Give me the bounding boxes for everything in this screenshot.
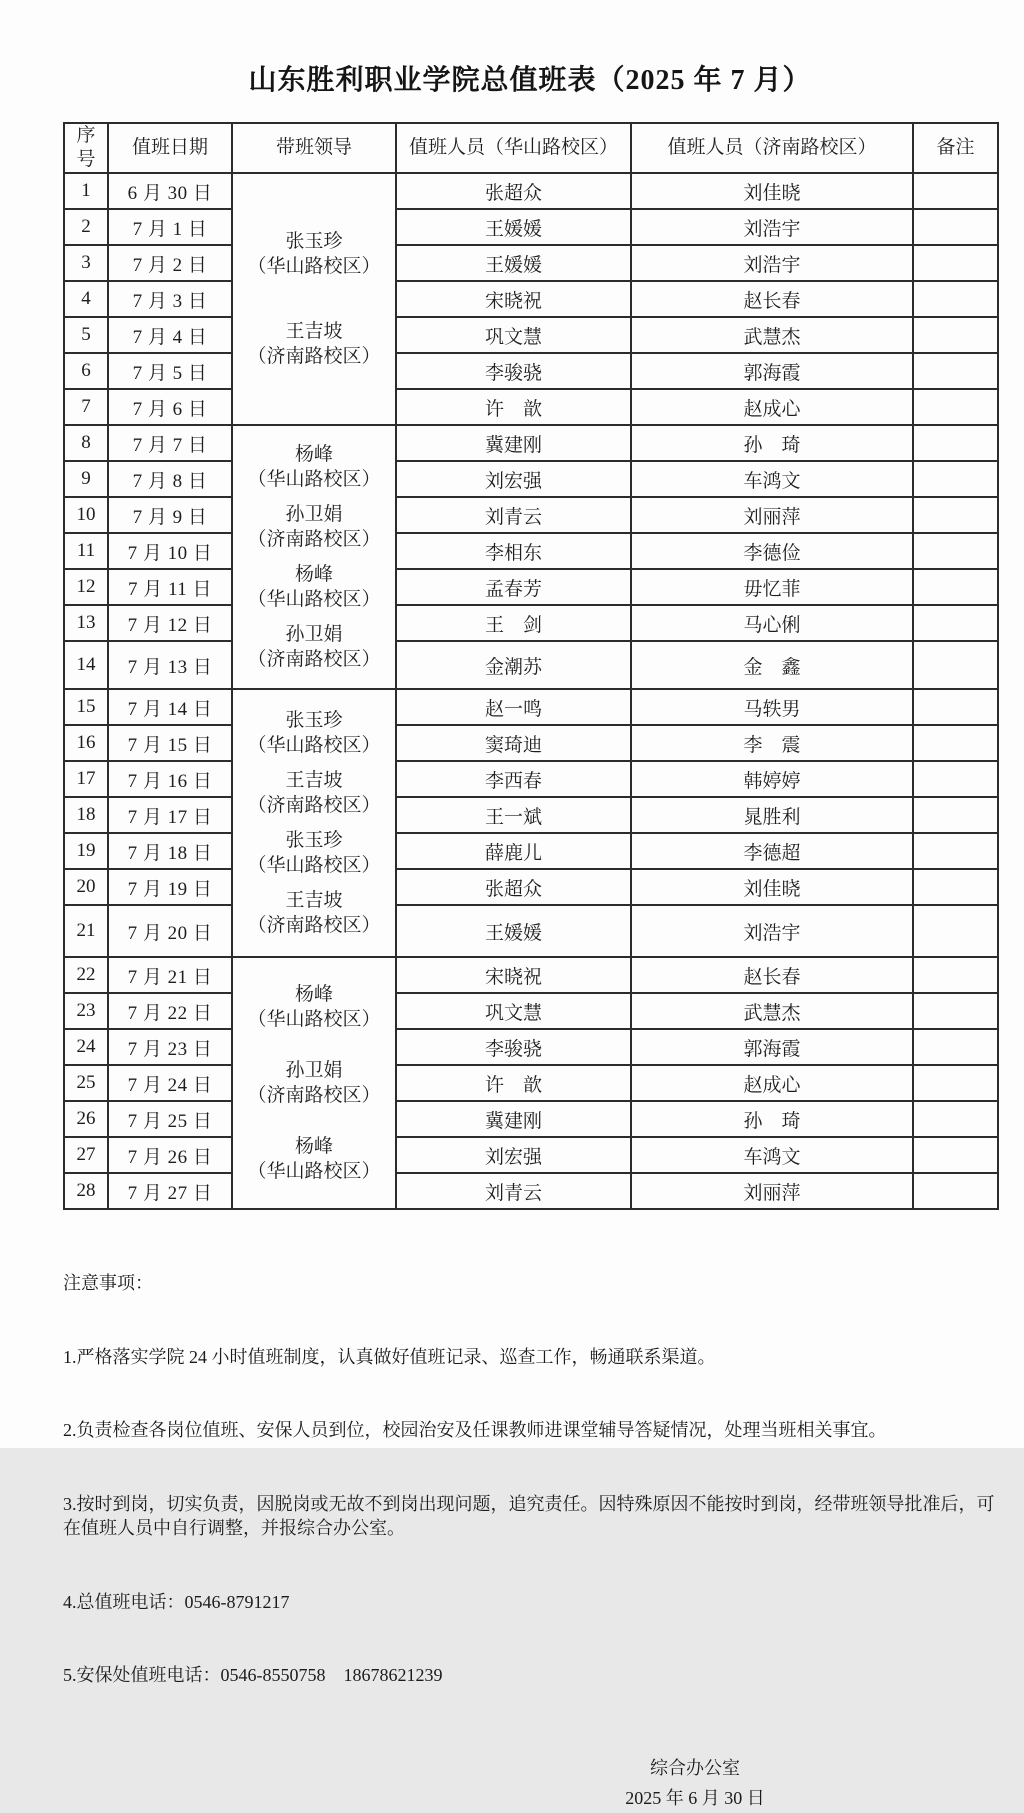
leader-name: 孙卫娟	[285, 504, 343, 525]
leader-name: 王吉坡	[285, 321, 343, 342]
duty-person-jinan-cell: 李德俭	[631, 533, 913, 569]
duty-person-jinan-cell: 刘丽萍	[631, 1173, 913, 1209]
duty-date-cell: 7 月 25 日	[108, 1101, 232, 1137]
leader-block	[247, 562, 380, 612]
duty-person-huashan-cell: 许 歆	[396, 389, 631, 425]
table-row	[64, 797, 998, 833]
signature-org: 综合办公室	[650, 1757, 740, 1778]
header-cell-leader: 带班领导	[232, 123, 396, 173]
header-cell-huashan: 值班人员（华山路校区）	[396, 123, 631, 173]
leader-block	[247, 768, 380, 818]
table-row	[64, 833, 998, 869]
row-number-cell: 10	[64, 497, 108, 533]
duty-person-huashan-cell: 王媛媛	[396, 209, 631, 245]
duty-person-huashan-cell: 冀建刚	[396, 1101, 631, 1137]
duty-date-cell: 7 月 10 日	[108, 533, 232, 569]
duty-date-cell: 7 月 15 日	[108, 725, 232, 761]
remark-cell	[913, 245, 998, 281]
remark-cell	[913, 833, 998, 869]
table-row	[64, 689, 998, 725]
row-number-cell: 24	[64, 1029, 108, 1065]
leader-campus: （济南路校区）	[247, 649, 381, 670]
table-row	[64, 1173, 998, 1209]
leader-name: 张玉珍	[285, 830, 343, 851]
page-title: 山东胜利职业学院总值班表（2025 年 7 月）	[248, 65, 812, 96]
duty-date-cell: 7 月 4 日	[108, 317, 232, 353]
table-row	[64, 389, 998, 425]
leader-name: 王吉坡	[285, 770, 343, 791]
notes-item: 4.总值班电话：0546-8791217	[63, 1591, 290, 1612]
table-row	[64, 245, 998, 281]
duty-person-jinan-cell: 赵长春	[631, 281, 913, 317]
remark-cell	[913, 797, 998, 833]
duty-person-jinan-cell: 李德超	[631, 833, 913, 869]
table-row	[64, 281, 998, 317]
table-row	[64, 317, 998, 353]
remark-cell	[913, 497, 998, 533]
leader-name: 王吉坡	[285, 890, 343, 911]
row-number-cell: 6	[64, 353, 108, 389]
duty-date-cell: 7 月 18 日	[108, 833, 232, 869]
header-cell-no: 序号	[64, 123, 108, 173]
leader-cell	[232, 425, 396, 689]
leader-block	[247, 708, 380, 758]
remark-cell	[913, 1029, 998, 1065]
notes-item: 3.按时到岗，切实负责，因脱岗或无故不到岗出现问题，追究责任。因特殊原因不能按时到岗，经带班领导批准后，可在值班人员中自行调整，并报综合办公室。	[63, 1493, 995, 1538]
row-number-cell: 15	[64, 689, 108, 725]
remark-cell	[913, 317, 998, 353]
duty-date-cell: 7 月 8 日	[108, 461, 232, 497]
remark-cell	[913, 569, 998, 605]
duty-person-huashan-cell: 赵一鸣	[396, 689, 631, 725]
notes-item: 5.安保处值班电话：0546-8550758 18678621239	[63, 1665, 443, 1685]
notes-heading: 注意事项：	[63, 1273, 153, 1293]
row-number-cell: 27	[64, 1137, 108, 1173]
header-cell-remark: 备注	[913, 123, 998, 173]
table-row	[64, 869, 998, 905]
signature-date: 2025 年 6 月 30 日	[625, 1787, 765, 1808]
duty-date-cell: 7 月 16 日	[108, 761, 232, 797]
row-number-cell: 23	[64, 993, 108, 1029]
row-number-cell: 5	[64, 317, 108, 353]
row-number-cell: 19	[64, 833, 108, 869]
duty-person-huashan-cell: 张超众	[396, 173, 631, 209]
remark-cell	[913, 281, 998, 317]
duty-date-cell: 7 月 1 日	[108, 209, 232, 245]
remark-cell	[913, 641, 998, 689]
duty-person-huashan-cell: 王一斌	[396, 797, 631, 833]
leader-campus: （华山路校区）	[247, 256, 381, 277]
leader-campus: （华山路校区）	[247, 735, 381, 756]
table-row	[64, 1065, 998, 1101]
table-row	[64, 725, 998, 761]
duty-person-jinan-cell: 车鸿文	[631, 1137, 913, 1173]
duty-person-huashan-cell: 窦琦迪	[396, 725, 631, 761]
duty-person-jinan-cell: 武慧杰	[631, 993, 913, 1029]
table-row	[64, 173, 998, 209]
duty-person-huashan-cell: 冀建刚	[396, 425, 631, 461]
leader-campus: （华山路校区）	[247, 589, 381, 610]
duty-person-jinan-cell: 韩婷婷	[631, 761, 913, 797]
duty-person-huashan-cell: 刘青云	[396, 497, 631, 533]
leader-block	[247, 1134, 380, 1184]
table-row	[64, 605, 998, 641]
duty-person-jinan-cell: 马轶男	[631, 689, 913, 725]
remark-cell	[913, 689, 998, 725]
duty-person-jinan-cell: 刘浩宇	[631, 905, 913, 957]
leader-block	[247, 442, 380, 492]
remark-cell	[913, 1137, 998, 1173]
duty-person-jinan-cell: 李 震	[631, 725, 913, 761]
duty-date-cell: 7 月 19 日	[108, 869, 232, 905]
duty-date-cell: 7 月 17 日	[108, 797, 232, 833]
remark-cell	[913, 605, 998, 641]
row-number-cell: 28	[64, 1173, 108, 1209]
leader-campus: （济南路校区）	[247, 795, 381, 816]
header-row	[64, 123, 998, 173]
remark-cell	[913, 905, 998, 957]
duty-date-cell: 7 月 20 日	[108, 905, 232, 957]
table-row	[64, 425, 998, 461]
leader-block	[247, 502, 380, 552]
leader-block	[247, 229, 380, 279]
remark-cell	[913, 869, 998, 905]
duty-person-jinan-cell: 刘浩宇	[631, 245, 913, 281]
duty-person-huashan-cell: 巩文慧	[396, 993, 631, 1029]
duty-person-jinan-cell: 武慧杰	[631, 317, 913, 353]
row-number-cell: 7	[64, 389, 108, 425]
table-row	[64, 209, 998, 245]
leader-name: 孙卫娟	[285, 1060, 343, 1081]
remark-cell	[913, 461, 998, 497]
duty-date-cell: 7 月 12 日	[108, 605, 232, 641]
duty-date-cell: 7 月 6 日	[108, 389, 232, 425]
duty-person-huashan-cell: 巩文慧	[396, 317, 631, 353]
row-number-cell: 25	[64, 1065, 108, 1101]
duty-person-jinan-cell: 孙 琦	[631, 425, 913, 461]
table-row	[64, 1137, 998, 1173]
duty-person-jinan-cell: 赵长春	[631, 957, 913, 993]
row-number-cell: 2	[64, 209, 108, 245]
remark-cell	[913, 425, 998, 461]
table-row	[64, 533, 998, 569]
row-number-cell: 17	[64, 761, 108, 797]
leader-name: 张玉珍	[285, 231, 343, 252]
remark-cell	[913, 725, 998, 761]
row-number-cell: 13	[64, 605, 108, 641]
row-number-cell: 12	[64, 569, 108, 605]
leader-campus: （济南路校区）	[247, 1085, 381, 1106]
leader-block	[247, 828, 380, 878]
leader-block	[247, 888, 380, 938]
remark-cell	[913, 209, 998, 245]
duty-date-cell: 7 月 7 日	[108, 425, 232, 461]
row-number-cell: 3	[64, 245, 108, 281]
duty-person-huashan-cell: 金潮苏	[396, 641, 631, 689]
duty-date-cell: 7 月 2 日	[108, 245, 232, 281]
duty-date-cell: 7 月 21 日	[108, 957, 232, 993]
duty-person-huashan-cell: 李骏骁	[396, 353, 631, 389]
remark-cell	[913, 761, 998, 797]
leader-name: 杨峰	[294, 1136, 333, 1157]
leader-campus: （华山路校区）	[247, 469, 381, 490]
duty-date-cell: 7 月 14 日	[108, 689, 232, 725]
row-number-cell: 21	[64, 905, 108, 957]
duty-person-huashan-cell: 张超众	[396, 869, 631, 905]
leader-name: 张玉珍	[285, 710, 343, 731]
remark-cell	[913, 389, 998, 425]
leader-block	[247, 319, 380, 369]
table-row	[64, 957, 998, 993]
notes-section	[63, 1222, 997, 1737]
row-number-cell: 8	[64, 425, 108, 461]
duty-date-cell: 6 月 30 日	[108, 173, 232, 209]
remark-cell	[913, 173, 998, 209]
leader-name: 孙卫娟	[285, 624, 343, 645]
remark-cell	[913, 353, 998, 389]
leader-campus: （华山路校区）	[247, 1161, 381, 1182]
duty-date-cell: 7 月 27 日	[108, 1173, 232, 1209]
table-row	[64, 353, 998, 389]
leader-campus: （济南路校区）	[247, 915, 381, 936]
duty-person-jinan-cell: 赵成心	[631, 389, 913, 425]
leader-cell	[232, 689, 396, 957]
table-row	[64, 641, 998, 689]
duty-date-cell: 7 月 13 日	[108, 641, 232, 689]
duty-date-cell: 7 月 26 日	[108, 1137, 232, 1173]
table-row	[64, 461, 998, 497]
row-number-cell: 1	[64, 173, 108, 209]
duty-person-huashan-cell: 刘宏强	[396, 461, 631, 497]
table-row	[64, 569, 998, 605]
duty-person-jinan-cell: 金 鑫	[631, 641, 913, 689]
leader-name: 杨峰	[294, 984, 333, 1005]
duty-person-jinan-cell: 赵成心	[631, 1065, 913, 1101]
duty-person-huashan-cell: 王媛媛	[396, 245, 631, 281]
duty-person-jinan-cell: 晁胜利	[631, 797, 913, 833]
leader-name: 杨峰	[294, 564, 333, 585]
duty-date-cell: 7 月 9 日	[108, 497, 232, 533]
row-number-cell: 9	[64, 461, 108, 497]
duty-person-huashan-cell: 孟春芳	[396, 569, 631, 605]
notes-item: 1.严格落实学院 24 小时值班制度，认真做好值班记录、巡查工作，畅通联系渠道。	[63, 1346, 716, 1367]
duty-person-huashan-cell: 李骏骁	[396, 1029, 631, 1065]
duty-person-jinan-cell: 刘佳晓	[631, 173, 913, 209]
row-number-cell: 26	[64, 1101, 108, 1137]
duty-date-cell: 7 月 24 日	[108, 1065, 232, 1101]
leader-campus: （华山路校区）	[247, 855, 381, 876]
duty-person-jinan-cell: 郭海霞	[631, 1029, 913, 1065]
remark-cell	[913, 1101, 998, 1137]
duty-person-jinan-cell: 孙 琦	[631, 1101, 913, 1137]
row-number-cell: 14	[64, 641, 108, 689]
duty-person-huashan-cell: 薛鹿儿	[396, 833, 631, 869]
duty-date-cell: 7 月 11 日	[108, 569, 232, 605]
duty-date-cell: 7 月 5 日	[108, 353, 232, 389]
duty-person-jinan-cell: 马心俐	[631, 605, 913, 641]
signature-block	[575, 1753, 815, 1813]
row-number-cell: 4	[64, 281, 108, 317]
table-row	[64, 1029, 998, 1065]
table-row	[64, 1101, 998, 1137]
remark-cell	[913, 993, 998, 1029]
notes-item: 2.负责检查各岗位值班、安保人员到位，校园治安及任课教师进课堂辅导答疑情况，处理当班相关事宜。	[63, 1420, 887, 1440]
duty-person-jinan-cell: 刘佳晓	[631, 869, 913, 905]
row-number-cell: 20	[64, 869, 108, 905]
duty-table	[63, 122, 999, 1210]
table-row	[64, 761, 998, 797]
leader-campus: （济南路校区）	[247, 346, 381, 367]
leader-campus: （济南路校区）	[247, 529, 381, 550]
remark-cell	[913, 533, 998, 569]
remark-cell	[913, 1173, 998, 1209]
leader-cell	[232, 957, 396, 1209]
duty-date-cell: 7 月 23 日	[108, 1029, 232, 1065]
duty-person-huashan-cell: 王 剑	[396, 605, 631, 641]
duty-person-jinan-cell: 刘丽萍	[631, 497, 913, 533]
duty-person-huashan-cell: 王媛媛	[396, 905, 631, 957]
leader-block	[247, 982, 380, 1032]
table-row	[64, 497, 998, 533]
duty-person-huashan-cell: 李西春	[396, 761, 631, 797]
table-row	[64, 905, 998, 957]
header-cell-date: 值班日期	[108, 123, 232, 173]
duty-person-huashan-cell: 刘青云	[396, 1173, 631, 1209]
leader-cell	[232, 173, 396, 425]
remark-cell	[913, 957, 998, 993]
header-cell-jinan: 值班人员（济南路校区）	[631, 123, 913, 173]
table-row	[64, 993, 998, 1029]
row-number-cell: 16	[64, 725, 108, 761]
duty-person-huashan-cell: 许 歆	[396, 1065, 631, 1101]
duty-person-jinan-cell: 郭海霞	[631, 353, 913, 389]
duty-person-huashan-cell: 宋晓祝	[396, 957, 631, 993]
leader-name: 杨峰	[294, 444, 333, 465]
row-number-cell: 11	[64, 533, 108, 569]
row-number-cell: 22	[64, 957, 108, 993]
duty-person-huashan-cell: 宋晓祝	[396, 281, 631, 317]
duty-date-cell: 7 月 22 日	[108, 993, 232, 1029]
leader-block	[247, 1058, 380, 1108]
duty-person-huashan-cell: 刘宏强	[396, 1137, 631, 1173]
duty-person-huashan-cell: 李相东	[396, 533, 631, 569]
duty-person-jinan-cell: 刘浩宇	[631, 209, 913, 245]
leader-campus: （华山路校区）	[247, 1009, 381, 1030]
leader-block	[247, 622, 380, 672]
remark-cell	[913, 1065, 998, 1101]
duty-date-cell: 7 月 3 日	[108, 281, 232, 317]
duty-person-jinan-cell: 车鸿文	[631, 461, 913, 497]
row-number-cell: 18	[64, 797, 108, 833]
duty-person-jinan-cell: 毋忆菲	[631, 569, 913, 605]
